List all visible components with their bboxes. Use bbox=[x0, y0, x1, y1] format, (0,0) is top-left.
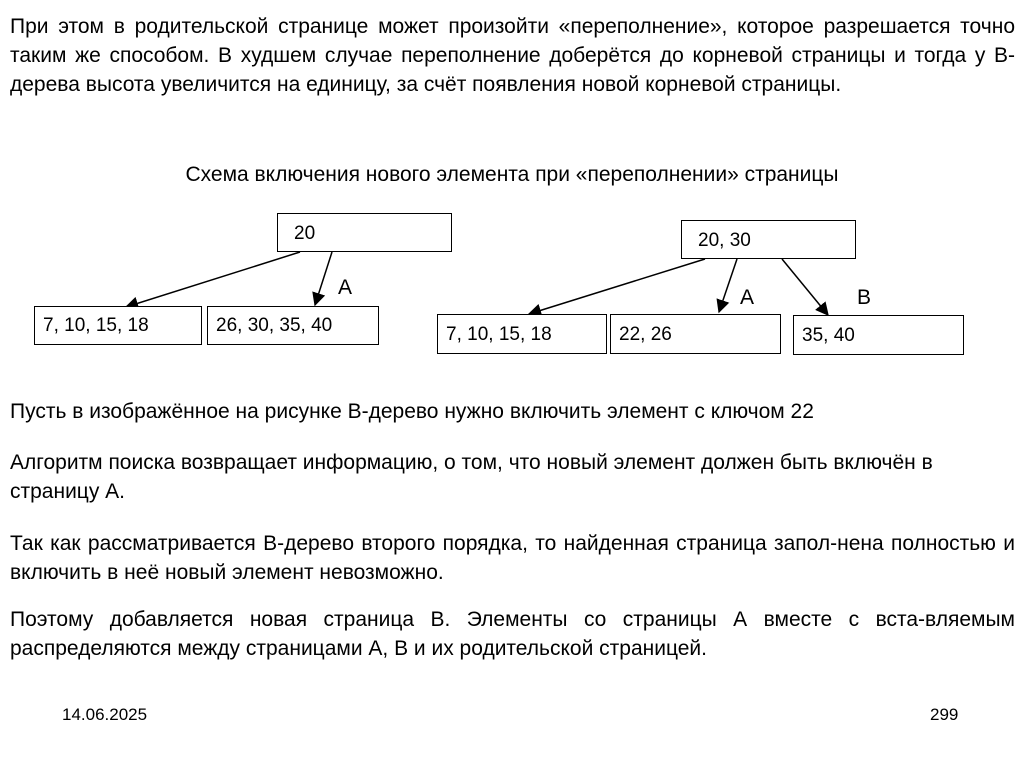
before-right-page bbox=[207, 306, 379, 345]
after-right-keys: 35, 40 bbox=[802, 325, 855, 346]
before-left-keys: 7, 10, 15, 18 bbox=[43, 315, 149, 336]
arrow-after-right bbox=[782, 259, 828, 315]
diagram-caption: Схема включения нового элемента при «переполнении» страницы bbox=[185, 163, 839, 186]
before-root-keys: 20 bbox=[294, 223, 316, 244]
arrow-before-right bbox=[315, 252, 332, 305]
arrow-before-left bbox=[126, 252, 300, 307]
after-root-keys: 20, 30 bbox=[698, 230, 751, 251]
after-label-a: A bbox=[740, 286, 755, 309]
before-label-a: A bbox=[338, 276, 353, 299]
after-label-b: B bbox=[857, 286, 872, 309]
footer-date: 14.06.2025 bbox=[62, 705, 148, 724]
before-left-page bbox=[34, 306, 202, 345]
after-middle-keys: 22, 26 bbox=[619, 324, 672, 345]
arrow-after-middle bbox=[719, 259, 737, 312]
paragraph-1: Пусть в изображённое на рисунке В-дерево нужно включить элемент с ключом 22 bbox=[10, 400, 814, 423]
after-root-page bbox=[681, 220, 856, 259]
intro-paragraph: При этом в родительской странице может произойти «переполнение», которое разрешается точно таким же способом. В худшем случае переполнение доберётся до корневой страницы и тогда у В-дерева высота увеличится на единицу, за счёт появления новой корневой страницы. bbox=[10, 15, 1015, 96]
after-left-keys: 7, 10, 15, 18 bbox=[446, 324, 552, 345]
before-root-page bbox=[277, 213, 452, 252]
after-right-page bbox=[793, 315, 964, 355]
after-middle-page bbox=[610, 314, 781, 354]
paragraph-3: Так как рассматривается В-дерево второго порядка, то найденная страница запол-нена полностью и включить в неё новый элемент невозможно. bbox=[10, 532, 1015, 584]
after-left-page bbox=[437, 314, 607, 354]
arrow-after-left bbox=[529, 259, 705, 314]
footer-page-number: 299 bbox=[930, 705, 959, 724]
paragraph-2: Алгоритм поиска возвращает информацию, о том, что новый элемент должен быть включён в страницу А. bbox=[10, 451, 933, 503]
paragraph-4: Поэтому добавляется новая страница В. Элементы со страницы А вместе с вста-вляемым распределяются между страницами А, В и их родительской страницей. bbox=[10, 608, 1015, 660]
before-right-keys: 26, 30, 35, 40 bbox=[216, 315, 333, 336]
